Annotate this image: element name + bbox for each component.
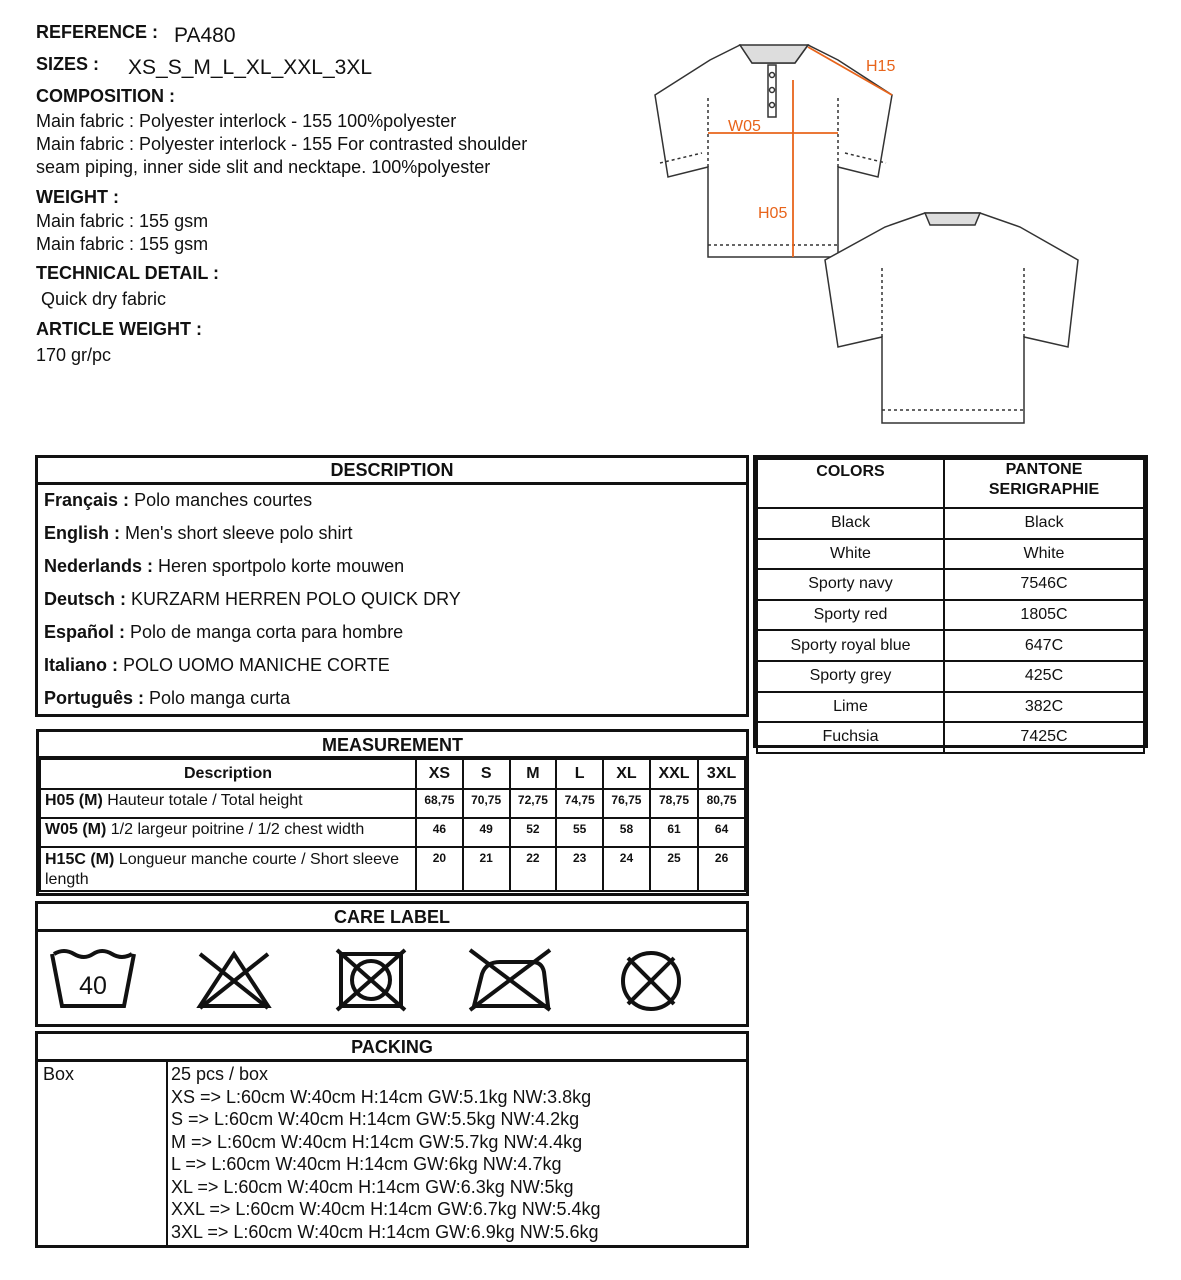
packing-line: 25 pcs / box	[171, 1064, 269, 1084]
description-rows	[38, 485, 746, 716]
description-row: Español : Polo de manga corta para hombre	[44, 622, 404, 642]
color-row: Fuchsia 7425C	[757, 722, 1144, 753]
composition-label: COMPOSITION :	[36, 86, 175, 106]
color-row: Black Black	[757, 508, 1144, 539]
colors-header: COLORS	[757, 459, 944, 508]
polo-sketch	[640, 35, 1090, 430]
back-polo-outline	[825, 213, 1078, 423]
wash-temperature: 40	[79, 972, 107, 1000]
reference-label: REFERENCE :	[36, 22, 159, 42]
size-header: L	[556, 759, 603, 789]
measurement-section	[36, 729, 749, 896]
color-row: Lime 382C	[757, 692, 1144, 723]
weight-label: WEIGHT :	[36, 187, 119, 207]
colors-section	[753, 455, 1148, 748]
size-header: 3XL	[698, 759, 745, 789]
packing-type-cell	[38, 1062, 168, 1245]
size-header: XS	[416, 759, 463, 789]
size-header: XXL	[650, 759, 698, 789]
technical-detail-value: Quick dry fabric	[41, 289, 167, 309]
pantone-header: PANTONE SERIGRAPHIE	[944, 459, 1144, 508]
h05-marker: H05	[758, 205, 788, 222]
care-label-title: CARE LABEL	[38, 904, 746, 932]
packing-line: XS => L:60cm W:40cm H:14cm GW:5.1kg NW:3.8kg	[171, 1086, 592, 1107]
color-row: Sporty red 1805C	[757, 600, 1144, 631]
color-row: Sporty grey 425C	[757, 661, 1144, 692]
description-row: Português : Polo manga curta	[44, 688, 291, 708]
weight-text	[36, 210, 208, 256]
measurement-row: W05 (M) 1/2 largeur poitrine / 1/2 chest width 46 49 52 55 58 61 64	[40, 818, 745, 847]
measurement-table	[39, 758, 746, 892]
composition-line: Main fabric : Polyester interlock - 155 100%polyester	[36, 111, 457, 131]
do-not-iron-icon	[468, 948, 552, 1012]
measurement-desc-header: Description	[40, 759, 416, 789]
technical-detail-label: TECHNICAL DETAIL :	[36, 263, 219, 283]
colors-table	[756, 458, 1145, 754]
measurement-title: MEASUREMENT	[39, 732, 746, 758]
packing-type: Box	[43, 1064, 75, 1084]
weight-line: Main fabric : 155 gsm	[36, 211, 209, 231]
measurement-row: H05 (M) Hauteur totale / Total height 68,75 70,75 72,75 74,75 76,75 78,75 80,75	[40, 789, 745, 818]
packing-title: PACKING	[38, 1034, 746, 1062]
color-row: Sporty royal blue 647C	[757, 630, 1144, 661]
color-row: Sporty navy 7546C	[757, 569, 1144, 600]
wash-40-icon	[50, 948, 136, 1010]
description-row: Deutsch : KURZARM HERREN POLO QUICK DRY	[44, 589, 461, 609]
composition-line: Main fabric : Polyester interlock - 155 For contrasted shoulder	[36, 134, 528, 154]
composition-text	[36, 110, 527, 179]
description-row: Italiano : POLO UOMO MANICHE CORTE	[44, 655, 390, 675]
packing-line: 3XL => L:60cm W:40cm H:14cm GW:6.9kg NW:5.6kg	[171, 1221, 599, 1242]
article-weight-value: 170 gr/pc	[36, 345, 112, 365]
w05-marker: W05	[728, 118, 761, 135]
packing-line: L => L:60cm W:40cm H:14cm GW:6kg NW:4.7kg	[171, 1154, 562, 1174]
packing-line: XXL => L:60cm W:40cm H:14cm GW:6.7kg NW:5.4kg	[171, 1199, 601, 1219]
sizes-label: SIZES :	[36, 54, 100, 74]
weight-line: Main fabric : 155 gsm	[36, 234, 209, 254]
h15-marker: H15	[866, 58, 896, 75]
description-section	[35, 455, 749, 717]
size-header: M	[510, 759, 557, 789]
packing-line: S => L:60cm W:40cm H:14cm GW:5.5kg NW:4.2kg	[171, 1109, 580, 1129]
size-header: S	[463, 759, 510, 789]
description-row: Français : Polo manches courtes	[44, 490, 313, 510]
packing-details	[171, 1063, 601, 1243]
do-not-bleach-icon	[196, 950, 272, 1010]
packing-line: XL => L:60cm W:40cm H:14cm GW:6.3kg NW:5kg	[171, 1176, 574, 1197]
do-not-dry-clean-icon	[618, 948, 684, 1014]
do-not-tumble-dry-icon	[335, 948, 407, 1012]
color-row: White White	[757, 539, 1144, 570]
composition-line: seam piping, inner side slit and necktape. 100%polyester	[36, 157, 491, 177]
description-row: English : Men's short sleeve polo shirt	[44, 523, 353, 543]
article-weight-label: ARTICLE WEIGHT :	[36, 319, 202, 339]
measurement-row: H15C (M) Longueur manche courte / Short sleeve length 20 21 22 23 24 25 26	[40, 847, 745, 891]
packing-line: M => L:60cm W:40cm H:14cm GW:5.7kg NW:4.4kg	[171, 1131, 583, 1152]
description-row: Nederlands : Heren sportpolo korte mouwen	[44, 556, 405, 576]
size-header: XL	[603, 759, 650, 789]
packing-section	[35, 1031, 749, 1248]
sizes-value: XS_S_M_L_XL_XXL_3XL	[128, 56, 373, 79]
description-title: DESCRIPTION	[38, 458, 746, 485]
care-label-section	[35, 901, 749, 1027]
reference-value: PA480	[174, 24, 236, 47]
